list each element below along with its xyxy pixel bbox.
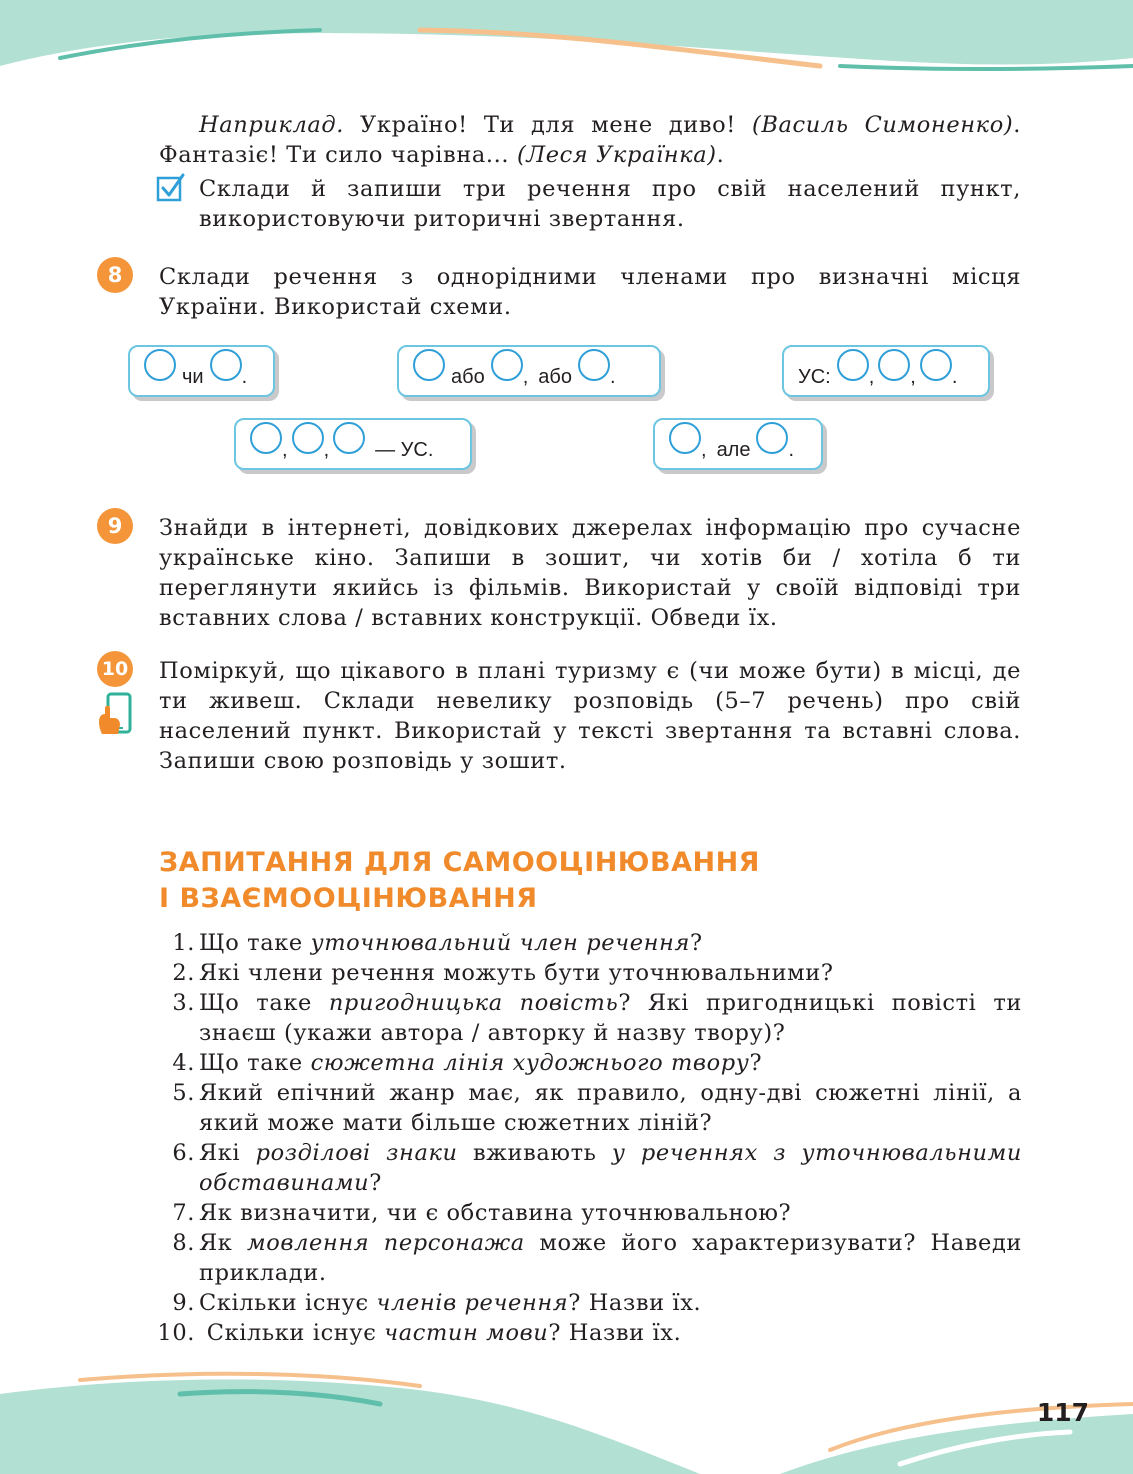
example-text-2: . Фантазіє! Ти сило чарівна... (159, 112, 1021, 168)
example-paragraph (159, 110, 1021, 170)
scheme-circle (413, 349, 445, 381)
list-item (140, 1318, 1022, 1348)
task-9-badge: 9 (97, 508, 133, 544)
list-item (140, 1138, 1022, 1198)
question-text: може його характеризувати? Наведи приклади. (199, 1230, 1023, 1286)
scheme-word: — УС. (375, 438, 434, 461)
scheme-4 (234, 418, 472, 470)
task-10-text: Поміркуй, що цікавого в плані туризму є (чи може бути) в місці, де ти живеш. Склади невелику розповідь (5–7 речень) про свій населений пункт. Використай у тексті звертання та вставні слова. Запиши свою розповідь у зошит. (159, 658, 1021, 774)
scheme-punct: . (951, 365, 958, 388)
scheme-punct: . (241, 365, 248, 388)
scheme-2 (397, 345, 661, 397)
scheme-circle (491, 349, 523, 381)
questions-list (140, 928, 1022, 1348)
question-text: ? (369, 1170, 382, 1196)
scheme-word: чи (182, 365, 204, 388)
question-term: сюжетна лінія художнього твору (310, 1050, 750, 1076)
scheme-circle (578, 349, 610, 381)
question-number: 1. (172, 930, 195, 956)
list-item (140, 928, 1022, 958)
question-number: 4. (172, 1050, 195, 1076)
question-text: Які члени речення можуть бути уточнювальними? (199, 960, 834, 986)
task-10-badge: 10 (97, 651, 133, 687)
scheme-word: але (716, 438, 751, 461)
question-text: ? (749, 1050, 763, 1076)
question-text: Що таке (199, 990, 329, 1016)
scheme-word: або (538, 365, 572, 388)
scheme-circle (669, 422, 701, 454)
task-9-text: Знайди в інтернеті, довідкових джерелах інформацію про сучасне українське кіно. Запиши в зошит, чи хотів би / хотіла б ти переглянути якийсь із фільмів. Використай у своїй відповіді три вставних слова / вставних конструкції. Обведи їх. (159, 515, 1021, 631)
question-term: пригодницька повість (328, 990, 619, 1016)
question-term: у реченнях з уточнювальними обставинами (199, 1140, 1022, 1196)
scheme-circle (144, 349, 176, 381)
section-title-line-1: ЗАПИТАННЯ ДЛЯ САМООЦІНЮВАННЯ (159, 847, 760, 878)
scheme-5 (653, 418, 823, 470)
scheme-punct: , (910, 365, 916, 388)
scheme-circle (756, 422, 788, 454)
question-number: 10. (157, 1320, 195, 1346)
question-number: 5. (172, 1080, 195, 1106)
list-item (140, 1048, 1022, 1078)
checkbox-icon (156, 172, 186, 202)
scheme-circle (333, 422, 365, 454)
list-item (140, 1288, 1022, 1318)
scheme-punct: . (788, 438, 795, 461)
scheme-word: або (451, 365, 485, 388)
question-text: ? (689, 930, 703, 956)
question-text: Що таке (199, 1050, 311, 1076)
question-term: мовлення персонажа (246, 1230, 525, 1256)
phone-touch-icon (96, 692, 134, 738)
question-text: ? Які пригодницькі повісті ти знаєш (укажи автора / авторку й назву твору)? (199, 990, 1023, 1046)
question-text: Як (199, 1230, 247, 1256)
question-text: Які (199, 1140, 256, 1166)
scheme-punct: , (701, 438, 707, 461)
scheme-punct: , (323, 438, 330, 461)
question-term: розділові знаки (255, 1140, 458, 1166)
question-text: ? Назви їх. (568, 1290, 702, 1316)
section-title (159, 845, 859, 917)
question-term: частин мови (384, 1320, 549, 1346)
list-item (140, 1198, 1022, 1228)
scheme-punct: , (282, 438, 288, 461)
question-term: уточнювальний член речення (310, 930, 690, 956)
question-number: 3. (172, 990, 195, 1016)
section-title-line-2: І ВЗАЄМООЦІНЮВАННЯ (159, 883, 538, 914)
question-number: 8. (172, 1230, 195, 1256)
scheme-punct: , (522, 365, 529, 388)
question-term: членів речення (376, 1290, 569, 1316)
example-text-1: Україно! Ти для мене диво! (344, 112, 752, 138)
scheme-circle (292, 422, 324, 454)
scheme-circle (210, 349, 242, 381)
question-text: Як визначити, чи є обставина уточнювальною? (199, 1200, 792, 1226)
question-text: Скільки існує (199, 1290, 377, 1316)
scheme-3 (782, 345, 990, 397)
scheme-punct: , (868, 365, 875, 388)
top-decorative-band (0, 0, 1133, 90)
question-number: 7. (172, 1200, 195, 1226)
question-text: ? Назви їх. (548, 1320, 682, 1346)
page-number: 117 (1036, 1398, 1089, 1427)
example-citation-1: (Василь Симоненко) (751, 112, 1014, 138)
question-text: вживають (457, 1140, 612, 1166)
scheme-circle (878, 349, 910, 381)
question-text: Що таке (199, 930, 311, 956)
example-lead: Наприклад. (199, 112, 345, 138)
list-item (140, 1228, 1022, 1288)
example-end: . (716, 142, 725, 168)
scheme-circle (920, 349, 952, 381)
list-item (140, 1078, 1022, 1138)
list-item (140, 988, 1022, 1048)
task-8-badge: 8 (97, 257, 133, 293)
scheme-punct: . (609, 365, 616, 388)
question-number: 2. (172, 960, 195, 986)
question-number: 6. (172, 1140, 195, 1166)
task-8-text: Склади речення з однорідними членами про визначні місця України. Використай схеми. (159, 264, 1021, 320)
bottom-decorative-band (0, 1364, 1133, 1474)
list-item (140, 958, 1022, 988)
question-number: 9. (172, 1290, 195, 1316)
question-text: Скільки існує (199, 1320, 385, 1346)
check-task-text: Склади й запиши три речення про свій населений пункт, використовуючи риторичні звертання. (199, 176, 1021, 232)
scheme-circle (250, 422, 282, 454)
scheme-1 (128, 345, 275, 397)
example-citation-2: (Леся Українка) (516, 142, 717, 168)
scheme-word: УС: (798, 365, 831, 388)
question-text: Який епічний жанр має, як правило, одну-дві сюжетні лінії, а який може мати більше сюжетних ліній? (199, 1080, 1022, 1136)
scheme-circle (837, 349, 869, 381)
